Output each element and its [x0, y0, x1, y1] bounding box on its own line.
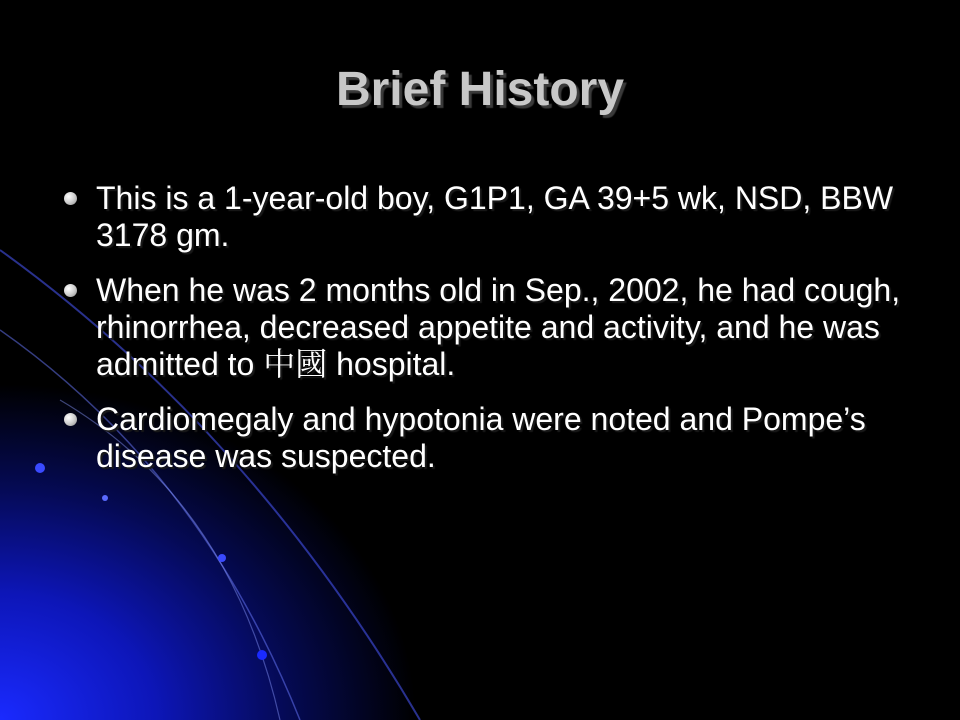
decorative-dot [102, 495, 108, 501]
bullet-dot-icon [64, 413, 77, 426]
decorative-dot [257, 650, 267, 660]
bullet-dot-icon [64, 284, 77, 297]
bullet-list [60, 180, 910, 493]
bullet-text: When he was 2 months old in Sep., 2002, he had cough, rhinorrhea, decreased appetite and activity, and he was admitted to 中國 hospital. [96, 272, 901, 382]
slide-title: Brief History [335, 63, 625, 116]
bullet-text: This is a 1-year-old boy, G1P1, GA 39+5 wk, NSD, BBW 3178 gm. [96, 180, 894, 253]
decorative-dot [35, 463, 45, 473]
bullet-item [60, 401, 910, 475]
bullet-item [60, 272, 910, 383]
bullet-text: Cardiomegaly and hypotonia were noted and Pompe’s disease was suspected. [96, 401, 866, 474]
bullet-item [60, 180, 910, 254]
decorative-dot [218, 554, 226, 562]
bullet-dot-icon [64, 192, 77, 205]
